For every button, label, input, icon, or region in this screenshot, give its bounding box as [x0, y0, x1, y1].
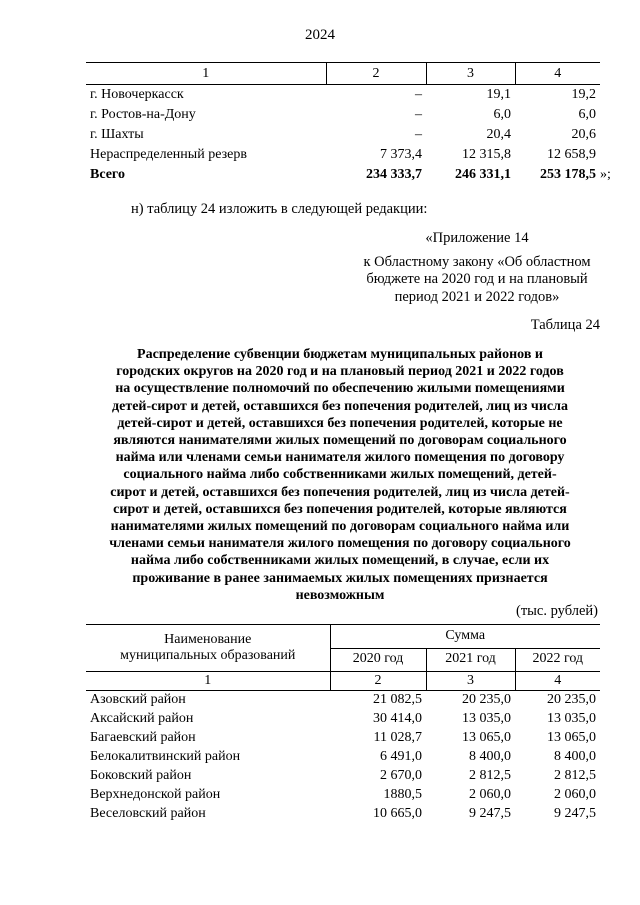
value-2021: 2 812,5	[469, 768, 511, 784]
value-2022: 20,6	[571, 127, 596, 143]
header-line: муниципальных образований	[120, 648, 296, 663]
table-title	[88, 346, 592, 604]
table-row	[86, 691, 600, 711]
value-2021: 20 235,0	[462, 692, 511, 708]
value-2021: 6,0	[493, 107, 511, 123]
page-number: 2024	[305, 27, 335, 43]
table-row	[86, 105, 600, 125]
table-row	[86, 805, 600, 824]
title-line: сирот и детей, оставшихся без попечения родителей, лиц из числа детей-	[110, 484, 570, 500]
municipality-name: г. Ростов-на-Дону	[90, 107, 196, 123]
appendix-caption	[344, 230, 610, 307]
value-2020: –	[415, 107, 422, 123]
appendix-number: «Приложение 14	[425, 230, 529, 246]
value-2022: 8 400,0	[554, 749, 597, 765]
title-line: социального найма либо собственниками жилых помещений, детей-	[123, 467, 557, 483]
total-row	[86, 165, 600, 185]
column-header-sum: Сумма	[330, 625, 600, 649]
table-number: Таблица 24	[530, 317, 600, 333]
value-2020: 11 028,7	[373, 730, 422, 746]
column-number: 1	[86, 63, 326, 85]
value-2020: 1880,5	[383, 787, 422, 803]
value-2021: 2 060,0	[469, 787, 511, 803]
column-number: 4	[515, 672, 600, 691]
value-2022: 12 658,9	[547, 147, 596, 163]
value-2020: –	[415, 87, 422, 103]
table-row	[86, 710, 600, 729]
value-2022: 9 247,5	[554, 806, 597, 822]
subvention-table	[86, 624, 600, 824]
table-row	[86, 85, 600, 106]
value-2022: 2 060,0	[554, 787, 597, 803]
municipality-name: Веселовский район	[90, 806, 206, 822]
value-2022: 6,0	[578, 107, 596, 123]
value-2021: 9 247,5	[469, 806, 511, 822]
column-header-2022: 2022 год	[515, 648, 600, 672]
value-2020: 10 665,0	[373, 806, 422, 822]
title-line: являются нанимателями жилых помещений по договорам социального	[113, 433, 567, 449]
table-row	[86, 729, 600, 748]
total-2022-cell	[515, 165, 611, 185]
value-2021: 13 035,0	[462, 711, 511, 727]
value-2020: 7 373,4	[380, 147, 422, 163]
title-line: проживание в ранее занимаемых жилых помещениях признается	[132, 570, 548, 586]
title-line: членами семьи нанимателя жилого помещения по договору социального	[109, 536, 571, 552]
value-2021: 19,1	[486, 87, 511, 103]
table-row	[86, 786, 600, 805]
municipality-name: г. Шахты	[90, 127, 144, 143]
closing-quote: »;	[600, 167, 611, 183]
total-2022: 253 178,5	[540, 167, 596, 183]
municipality-name: Белокалитвинский район	[90, 749, 241, 765]
value-2021: 13 065,0	[462, 730, 511, 746]
table-row	[86, 748, 600, 767]
value-2022: 13 035,0	[547, 711, 597, 727]
table-row	[86, 125, 600, 145]
appendix-ref-line: к Областному закону «Об областном	[363, 253, 591, 270]
column-number: 1	[86, 672, 330, 691]
value-2022: 19,2	[571, 87, 596, 103]
total-label: Всего	[90, 167, 125, 183]
column-number: 2	[330, 672, 426, 691]
table-row	[86, 767, 600, 786]
value-2022: 13 065,0	[547, 730, 597, 746]
municipality-name: г. Новочеркасск	[90, 87, 184, 103]
municipality-name: Азовский район	[90, 692, 186, 708]
municipality-name: Верхнедонской район	[90, 787, 221, 803]
column-header-name	[86, 625, 330, 672]
table-header-row	[86, 625, 600, 649]
title-line: нанимателями жилых помещений по договорам социального найма или	[110, 519, 570, 535]
column-header-2021: 2021 год	[426, 648, 515, 672]
column-header-2020: 2020 год	[330, 648, 426, 672]
municipality-name: Нераспределенный резерв	[90, 147, 247, 163]
value-2020: 2 670,0	[380, 768, 422, 784]
column-number: 2	[326, 63, 426, 85]
title-line: детей-сирот и детей, оставшихся без попечения родителей, которые не	[117, 415, 563, 431]
title-line: на осуществление полномочий по обеспечению жилыми помещениями	[115, 381, 565, 397]
value-2021: 20,4	[486, 127, 511, 143]
value-2020: 30 414,0	[373, 711, 422, 727]
value-2020: –	[415, 127, 422, 143]
units-label: (тыс. рублей)	[516, 603, 598, 619]
value-2021: 8 400,0	[469, 749, 511, 765]
title-line: городских округов на 2020 год и на плановый период 2021 и 2022 годов	[116, 364, 564, 380]
municipality-name: Боковский район	[90, 768, 192, 784]
value-2021: 12 315,8	[462, 147, 511, 163]
column-numbers-row	[86, 672, 600, 691]
title-line: найма или членами семьи нанимателя жилого помещения по договору	[115, 450, 565, 466]
title-line: детей-сирот и детей, оставшихся без попечения родителей, лиц из числа	[112, 398, 568, 414]
total-2021: 246 331,1	[455, 167, 511, 183]
value-2022: 20 235,0	[547, 692, 597, 708]
title-line: найма либо собственниками жилых помещений, в случае, если их	[130, 553, 550, 569]
appendix-ref-line: период 2021 и 2022 годов»	[394, 289, 560, 306]
table-row	[86, 145, 600, 165]
table-header-row	[86, 63, 600, 85]
header-line: Наименование	[164, 631, 252, 647]
column-number: 3	[426, 63, 515, 85]
municipality-name: Багаевский район	[90, 730, 196, 746]
title-line: невозможным	[295, 587, 385, 603]
value-2020: 6 491,0	[380, 749, 422, 765]
municipality-name: Аксайский район	[90, 711, 194, 727]
column-number: 3	[426, 672, 515, 691]
value-2020: 21 082,5	[373, 692, 422, 708]
column-number: 4	[515, 63, 600, 85]
title-line: сирот и детей, оставшихся без попечения родителей, которые являются	[113, 501, 567, 517]
title-line: Распределение субвенции бюджетам муниципальных районов и	[137, 347, 543, 362]
appendix-ref-line: бюджете на 2020 год и на плановый	[366, 271, 588, 288]
total-2020: 234 333,7	[366, 167, 422, 183]
amendment-paragraph: н) таблицу 24 изложить в следующей редакции:	[131, 201, 428, 217]
budget-table-continuation	[86, 62, 611, 185]
value-2022: 2 812,5	[554, 768, 597, 784]
